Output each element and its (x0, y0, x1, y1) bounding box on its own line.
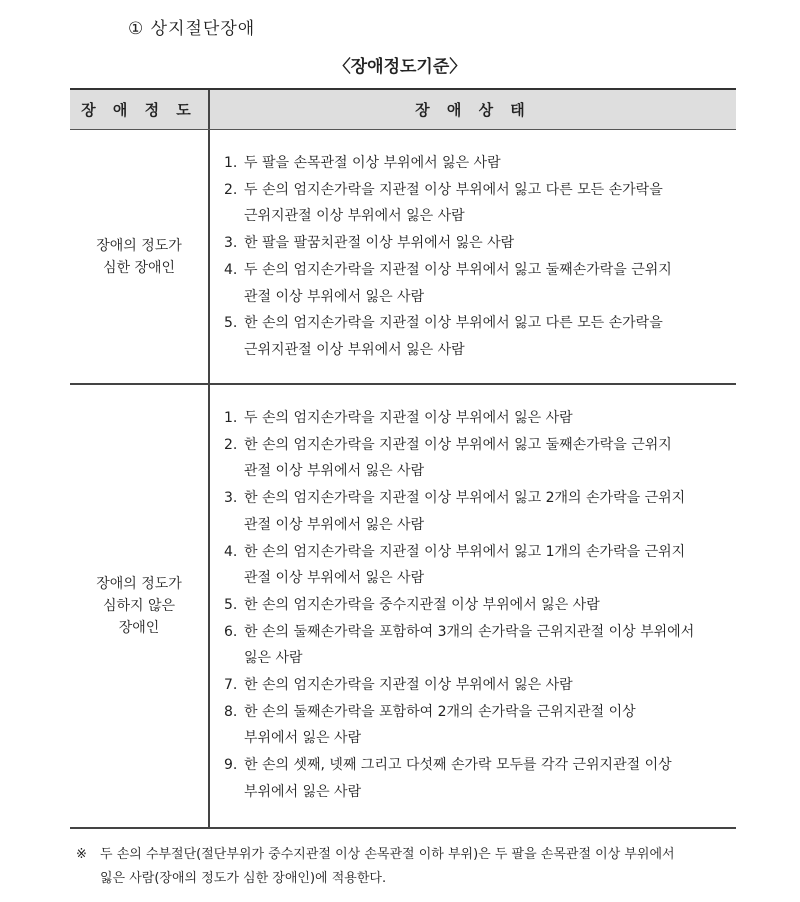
item-text: 잃은 사람 (244, 650, 303, 667)
degree-cell (70, 385, 210, 827)
item-number: 3. (224, 490, 238, 507)
item-number (224, 512, 244, 539)
footnote (76, 843, 746, 891)
item-text: 한 손의 엄지손가락을 지관절 이상 부위에서 잃고 둘째손가락을 근위지 (244, 436, 672, 453)
item-text: 한 손의 엄지손가락을 지관절 이상 부위에서 잃고 1개의 손가락을 근위지 (244, 543, 686, 560)
degree-line: 장애의 정도가 (96, 576, 182, 592)
condition-item-line (210, 203, 736, 230)
degree-line: 심한 장애인 (102, 259, 176, 276)
item-number (224, 645, 244, 672)
item-text: 한 손의 엄지손가락을 중수지관절 이상 부위에서 잃은 사람 (244, 596, 600, 613)
condition-item-line (210, 177, 736, 204)
item-number: 3. (224, 235, 238, 252)
footnote-line: 두 손의 수부절단(절단부위가 중수지관절 이상 손목관절 이하 부위)은 두 팔을 손목관절 이상 부위에서 (100, 847, 675, 862)
condition-item-line (210, 230, 736, 257)
item-number: 2. (224, 181, 238, 198)
item-text: 한 손의 엄지손가락을 지관절 이상 부위에서 잃고 다른 모든 손가락을 (244, 315, 663, 332)
footnote-mark: ※ (76, 847, 87, 862)
item-text: 관절 이상 부위에서 잃은 사람 (244, 570, 425, 587)
condition-item-line (210, 512, 736, 539)
item-number (224, 779, 244, 806)
item-number: 6. (224, 623, 238, 640)
condition-item-line (210, 432, 736, 459)
degree-line: 장애의 정도가 (96, 237, 182, 254)
item-text: 두 손의 엄지손가락을 지관절 이상 부위에서 잃고 다른 모든 손가락을 (244, 181, 663, 198)
item-number (224, 284, 244, 311)
item-number: 2. (224, 436, 238, 453)
degree-cell (70, 130, 210, 383)
item-text: 한 손의 둘째손가락을 포함하여 2개의 손가락을 근위지관절 이상 (244, 703, 636, 720)
item-number (224, 725, 244, 752)
condition-item-line (210, 645, 736, 672)
item-number: 7. (224, 677, 238, 694)
condition-item-line (210, 752, 736, 779)
condition-item-line (210, 725, 736, 752)
condition-item-line (210, 539, 736, 566)
item-number: 8. (224, 703, 238, 720)
item-text: 근위지관절 이상 부위에서 잃은 사람 (244, 341, 465, 358)
item-text: 한 손의 셋째, 넷째 그리고 다섯째 손가락 모두를 각각 근위지관절 이상 (244, 757, 672, 774)
item-number: 4. (224, 261, 238, 278)
item-text: 근위지관절 이상 부위에서 잃은 사람 (244, 208, 465, 225)
condition-item-line (210, 672, 736, 699)
table-row (70, 130, 736, 385)
header-condition: 장 애 상 태 (415, 101, 531, 119)
item-text: 부위에서 잃은 사람 (244, 783, 362, 800)
condition-item-line (210, 592, 736, 619)
table-header-row (70, 90, 736, 130)
item-number: 9. (224, 757, 238, 774)
condition-cell (210, 385, 736, 827)
item-text: 한 팔을 팔꿈치관절 이상 부위에서 잃은 사람 (244, 235, 515, 252)
condition-cell (210, 130, 736, 383)
condition-item-line (210, 619, 736, 646)
item-text: 부위에서 잃은 사람 (244, 730, 362, 747)
item-number (224, 458, 244, 485)
item-number: 1. (224, 155, 238, 171)
item-number (224, 565, 244, 592)
condition-item-line (210, 699, 736, 726)
item-number: 4. (224, 543, 238, 560)
section-heading: ① 상지절단장애 (128, 19, 256, 39)
item-text: 관절 이상 부위에서 잃은 사람 (244, 288, 425, 305)
item-text: 관절 이상 부위에서 잃은 사람 (244, 516, 425, 533)
item-number: 5. (224, 596, 238, 613)
item-number (224, 203, 244, 230)
item-text: 한 손의 엄지손가락을 지관절 이상 부위에서 잃고 2개의 손가락을 근위지 (244, 490, 686, 507)
condition-item-line (210, 257, 736, 284)
condition-item-line (210, 779, 736, 806)
item-text: 관절 이상 부위에서 잃은 사람 (244, 463, 425, 480)
item-text: 한 손의 둘째손가락을 포함하여 3개의 손가락을 근위지관절 이상 부위에서 (244, 623, 695, 640)
table-title: 〈장애정도기준〉 (333, 57, 467, 77)
item-number: 1. (224, 410, 238, 426)
item-number: 5. (224, 315, 238, 332)
condition-item-line (210, 150, 736, 177)
item-text: 두 손의 엄지손가락을 지관절 이상 부위에서 잃은 사람 (244, 410, 573, 426)
item-text: 두 손의 엄지손가락을 지관절 이상 부위에서 잃고 둘째손가락을 근위지 (244, 261, 672, 278)
degree-line: 심하지 않은 (102, 598, 176, 614)
condition-item-line (210, 458, 736, 485)
degree-line: 장애인 (118, 620, 160, 636)
condition-item-line (210, 405, 736, 432)
condition-item-line (210, 310, 736, 337)
item-text: 한 손의 엄지손가락을 지관절 이상 부위에서 잃은 사람 (244, 677, 573, 694)
condition-item-line (210, 565, 736, 592)
condition-item-line (210, 485, 736, 512)
condition-item-line (210, 337, 736, 364)
footnote-line: 잃은 사람(장애의 정도가 심한 장애인)에 적용한다. (100, 871, 387, 886)
disability-criteria-table (70, 88, 736, 829)
item-text: 두 팔을 손목관절 이상 부위에서 잃은 사람 (244, 155, 501, 171)
table-row (70, 385, 736, 829)
header-degree: 장 애 정 도 (70, 90, 210, 129)
item-number (224, 337, 244, 364)
condition-item-line (210, 284, 736, 311)
